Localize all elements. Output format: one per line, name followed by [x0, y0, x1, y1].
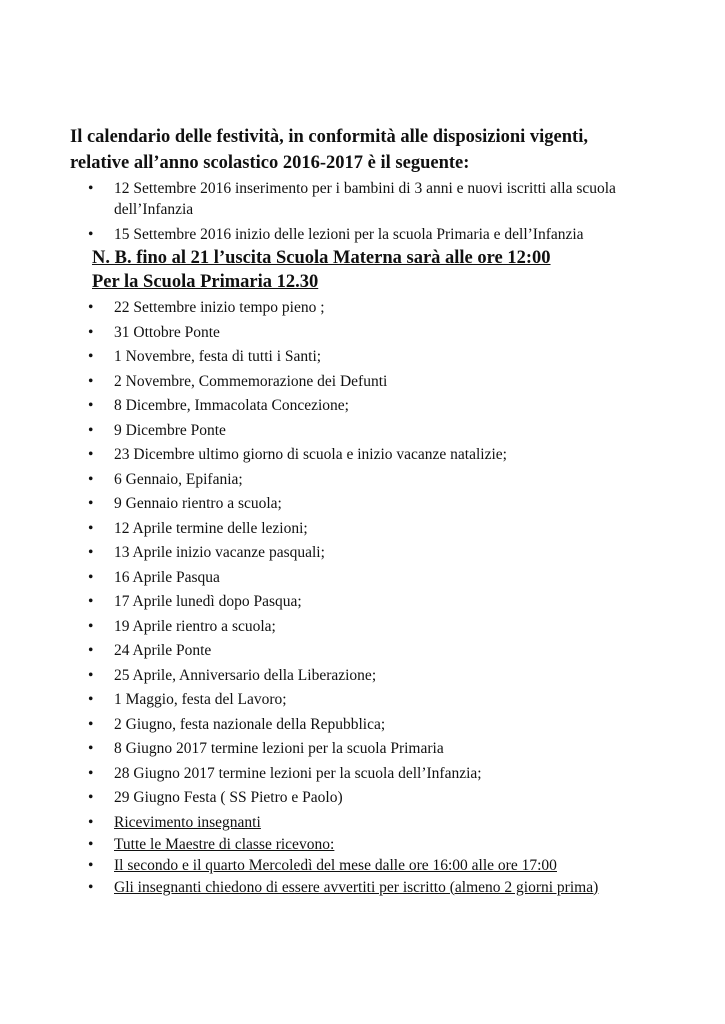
list-item	[0, 541, 639, 566]
holiday-text: 31 Ottobre Ponte	[114, 323, 220, 341]
list-item	[0, 394, 639, 419]
list-item	[0, 786, 639, 811]
list-item	[0, 370, 639, 395]
calendar-heading	[70, 124, 710, 176]
holiday-text: 23 Dicembre ultimo giorno di scuola e inizio vacanze natalizie;	[114, 446, 507, 463]
reception-list	[0, 812, 725, 898]
bullet-icon: •	[88, 593, 94, 610]
bullet-icon: •	[88, 666, 94, 684]
holiday-text: 29 Giugno Festa ( SS Pietro e Paolo)	[114, 789, 343, 806]
holiday-text: 2 Novembre, Commemorazione dei Defunti	[114, 372, 388, 390]
bullet-icon: •	[88, 519, 94, 537]
list-item	[0, 737, 639, 762]
bullet-icon: •	[88, 857, 94, 874]
list-item	[0, 615, 639, 640]
bullet-icon: •	[88, 446, 94, 463]
bullet-icon: •	[88, 495, 94, 512]
bullet-icon: •	[88, 299, 94, 316]
holiday-text: 28 Giugno 2017 termine lezioni per la scuola dell’Infanzia;	[114, 764, 482, 782]
list-item	[0, 664, 639, 689]
holiday-text: 24 Aprile Ponte	[114, 642, 212, 659]
holiday-text: 12 Aprile termine delle lezioni;	[114, 519, 308, 537]
reception-text: Gli insegnanti chiedono di essere avvertiti per iscritto (almeno 2 giorni prima)	[114, 878, 599, 896]
holiday-text: 22 Settembre inizio tempo pieno ;	[114, 299, 325, 316]
holiday-text: 25 Aprile, Anniversario della Liberazione;	[114, 666, 377, 684]
list-item	[0, 877, 639, 899]
bullet-icon: •	[88, 740, 94, 757]
intro-item-text: 15 Settembre 2016 inizio delle lezioni per la scuola Primaria e dell’Infanzia	[114, 226, 584, 243]
holiday-text: 9 Gennaio rientro a scuola;	[114, 495, 282, 512]
bullet-icon: •	[88, 421, 94, 439]
holiday-text: 13 Aprile inizio vacanze pasquali;	[114, 544, 325, 561]
bullet-icon: •	[88, 568, 94, 586]
list-item	[0, 517, 639, 542]
holiday-text: 1 Novembre, festa di tutti i Santi;	[114, 348, 322, 365]
bullet-icon: •	[88, 226, 94, 243]
heading-line-2: relative all’anno scolastico 2016-2017 è il seguente:	[70, 153, 470, 173]
heading-line-1: Il calendario delle festività, in conformità alle disposizioni vigenti,	[70, 127, 588, 147]
holiday-text: 2 Giugno, festa nazionale della Repubblica;	[114, 715, 386, 733]
holiday-text: 8 Dicembre, Immacolata Concezione;	[114, 397, 349, 414]
holiday-list	[0, 296, 725, 811]
reception-text: Tutte le Maestre di classe ricevono:	[114, 835, 335, 853]
bullet-icon: •	[88, 835, 94, 853]
list-item	[0, 713, 639, 738]
list-item	[0, 443, 639, 468]
list-item	[0, 178, 639, 220]
holiday-text: 8 Giugno 2017 termine lezioni per la scuola Primaria	[114, 740, 444, 757]
bullet-icon: •	[88, 691, 94, 708]
list-item	[0, 345, 639, 370]
bullet-icon: •	[88, 642, 94, 659]
bullet-icon: •	[88, 878, 94, 896]
holiday-text: 1 Maggio, festa del Lavoro;	[114, 691, 287, 708]
list-item	[0, 321, 639, 346]
bullet-icon: •	[88, 715, 94, 733]
bullet-icon: •	[88, 617, 94, 635]
notice-line-2: Per la Scuola Primaria 12.30	[92, 272, 319, 292]
reception-text: Ricevimento insegnanti	[114, 814, 261, 831]
list-item	[0, 224, 639, 245]
list-item	[0, 688, 639, 713]
bullet-icon: •	[88, 323, 94, 341]
reception-text: Il secondo e il quarto Mercoledì del mese dalle ore 16:00 alle ore 17:00	[114, 857, 557, 874]
bullet-icon: •	[88, 348, 94, 365]
bullet-icon: •	[88, 544, 94, 561]
holiday-text: 6 Gennaio, Epifania;	[114, 470, 243, 488]
list-item	[0, 419, 639, 444]
list-item	[0, 590, 639, 615]
list-item	[0, 762, 639, 787]
list-item	[0, 566, 639, 591]
notice-line-1: N. B. fino al 21 l’uscita Scuola Materna sarà alle ore 12:00	[92, 248, 551, 268]
holiday-text: 16 Aprile Pasqua	[114, 568, 220, 586]
bullet-icon: •	[88, 470, 94, 488]
bullet-icon: •	[88, 397, 94, 414]
list-item	[0, 812, 639, 834]
list-item	[0, 834, 639, 856]
list-item	[0, 855, 639, 877]
exit-time-notice	[92, 246, 712, 294]
list-item	[0, 468, 639, 493]
list-item	[0, 492, 639, 517]
intro-list	[0, 178, 725, 249]
list-item	[0, 639, 639, 664]
bullet-icon: •	[88, 764, 94, 782]
holiday-text: 19 Aprile rientro a scuola;	[114, 617, 276, 635]
list-item	[0, 296, 639, 321]
bullet-icon: •	[88, 372, 94, 390]
holiday-text: 9 Dicembre Ponte	[114, 421, 226, 439]
bullet-icon: •	[88, 789, 94, 806]
holiday-text: 17 Aprile lunedì dopo Pasqua;	[114, 593, 302, 610]
bullet-icon: •	[88, 814, 94, 831]
intro-item-text: 12 Settembre 2016 inserimento per i bambini di 3 anni e nuovi iscritti alla scuola dell’Infanzia	[114, 180, 616, 218]
bullet-icon: •	[88, 180, 94, 197]
